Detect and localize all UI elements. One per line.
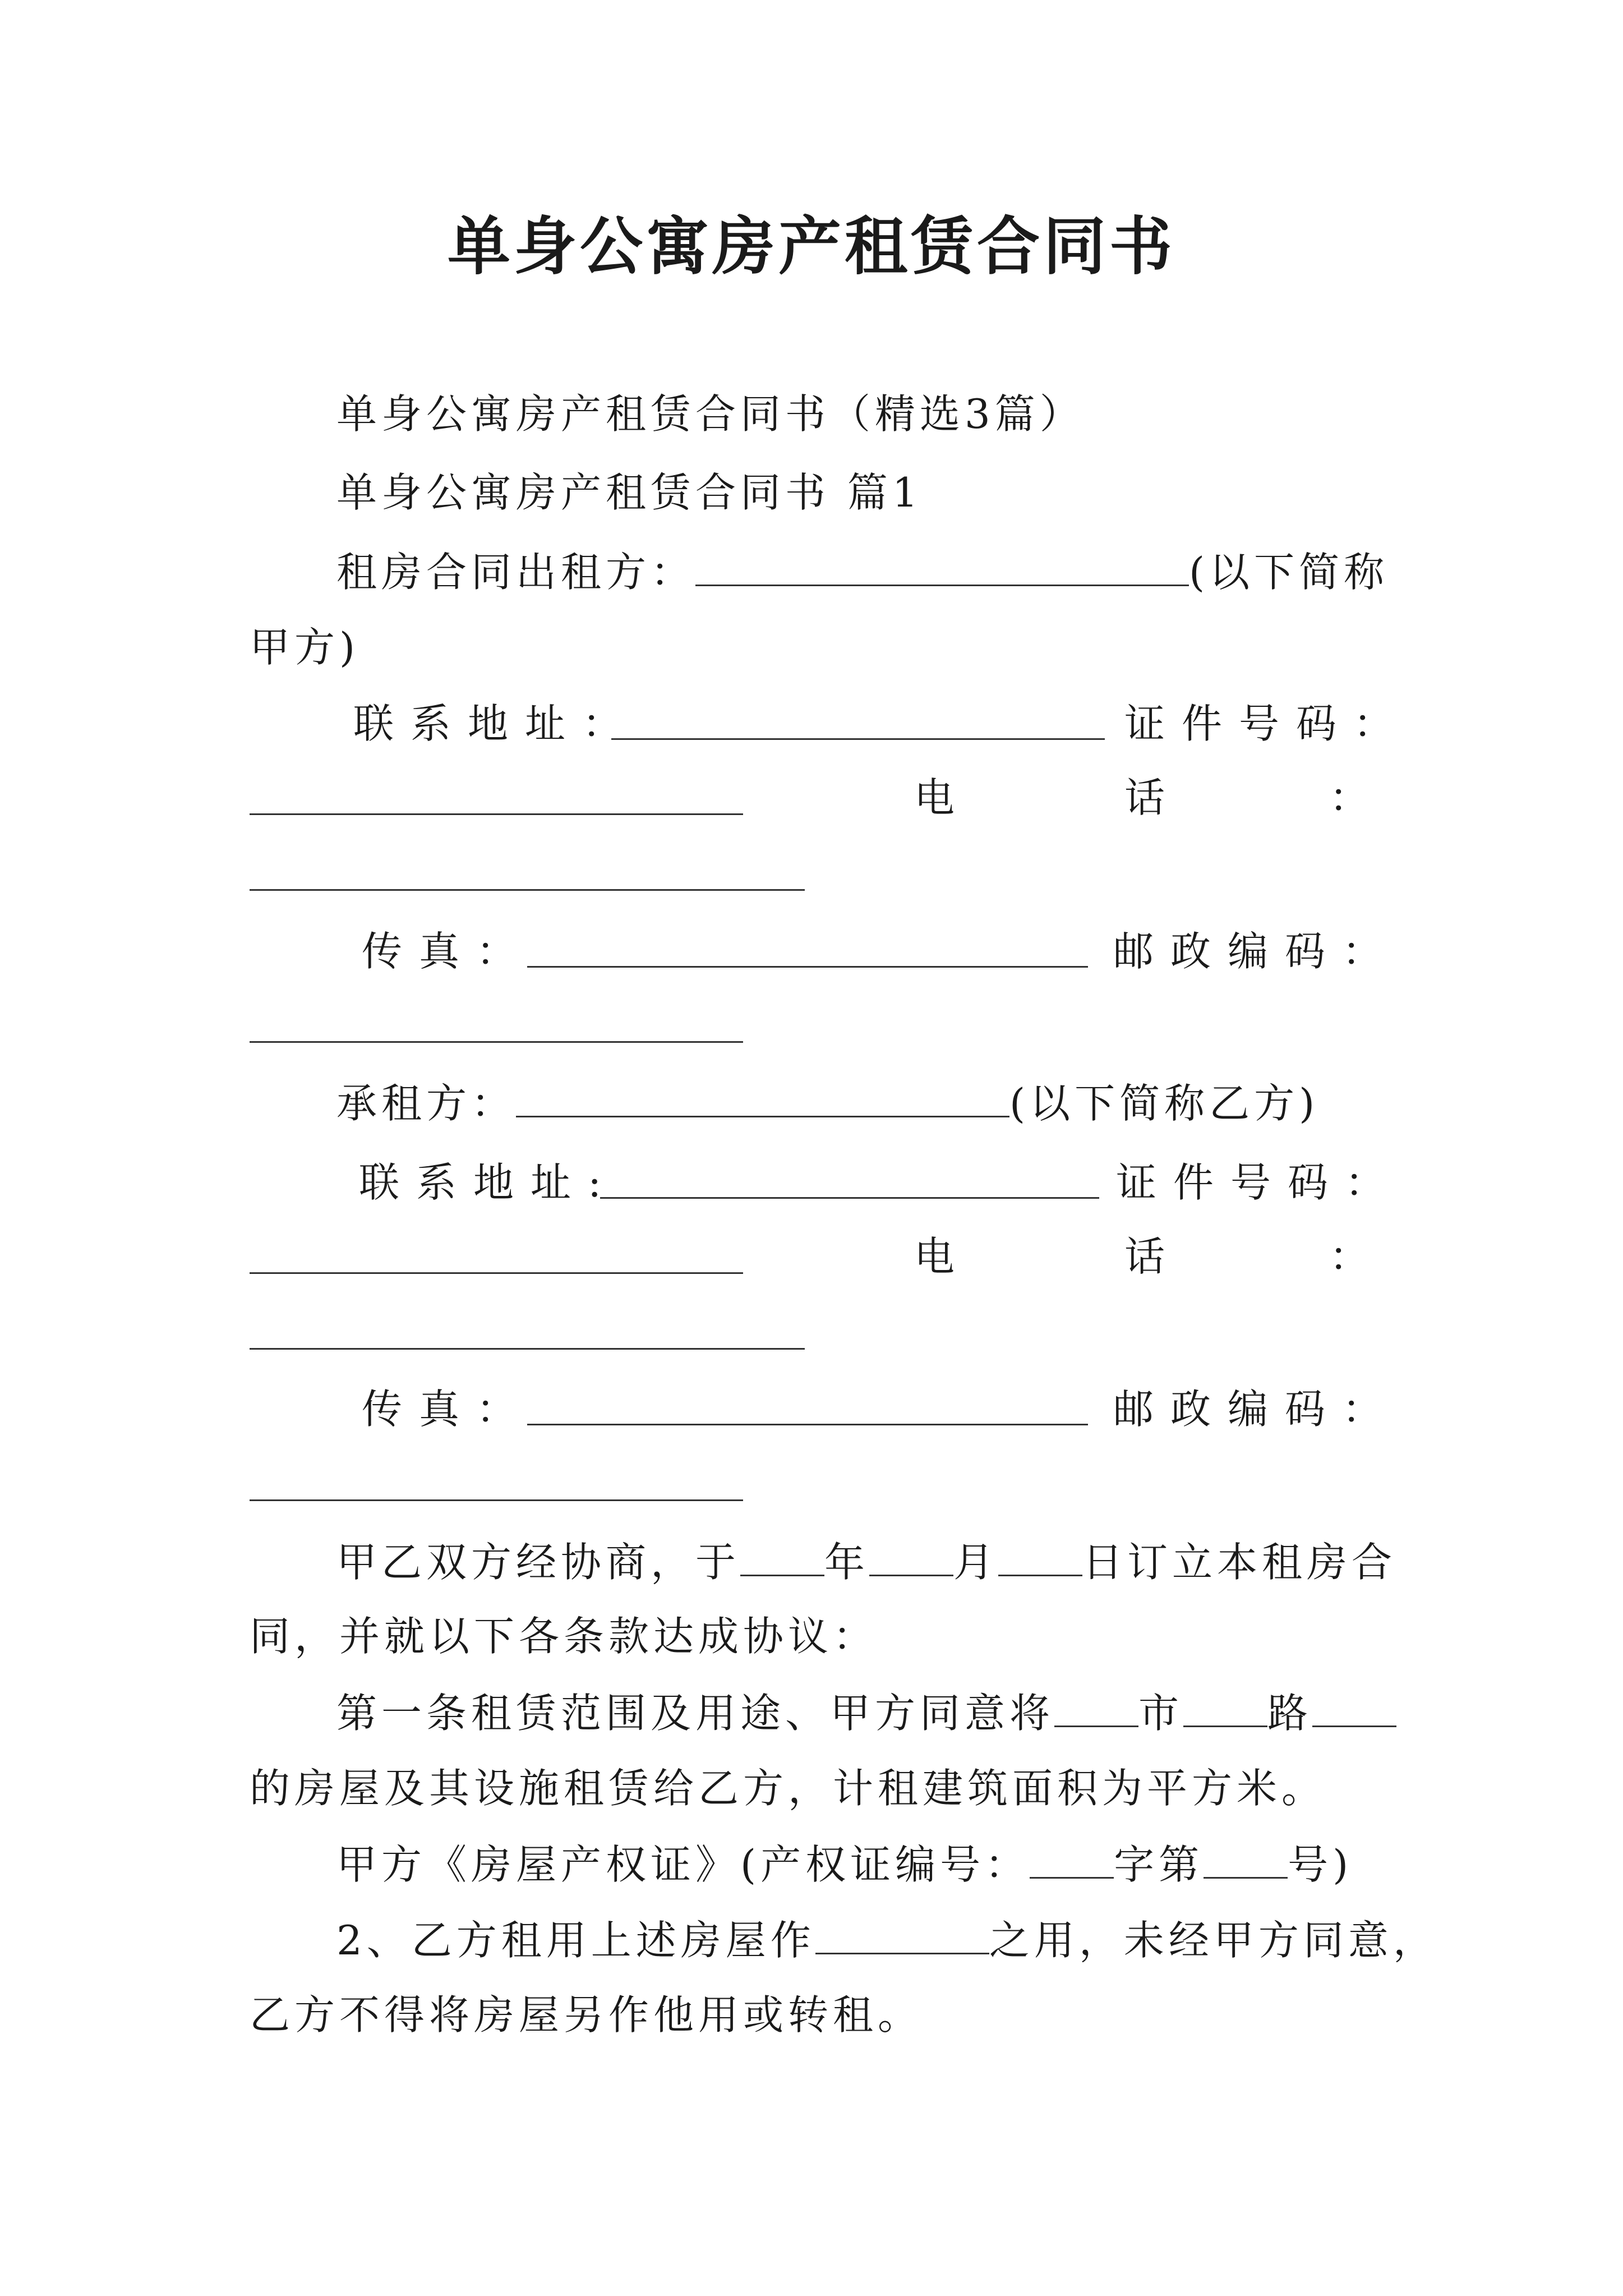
lessee-suffix: (以下简称乙方)	[1009, 1080, 1320, 1127]
article1-line-1	[336, 1684, 1396, 1740]
lessor-address-label: 联系地址：	[353, 700, 640, 747]
clause2-line-1	[336, 1911, 1438, 1967]
lessor-address-blank[interactable]	[611, 738, 1105, 740]
lessee-address-label: 联系地址:	[359, 1159, 619, 1206]
road-label: 路	[1267, 1690, 1313, 1737]
lessor-name-blank[interactable]	[695, 543, 1189, 586]
lessor-id-label: 证件号码：	[1124, 700, 1411, 747]
certificate-mid: 字第	[1114, 1841, 1204, 1888]
clause2-line-2: 乙方不得将房屋另作他用或转租。	[250, 1991, 923, 2039]
lessor-zip-label: 邮政编码：	[1113, 928, 1400, 975]
lessee-phone-char2: 话	[1124, 1233, 1165, 1280]
certificate-text: 甲方《房屋产权证》(产权证编号：	[336, 1841, 1030, 1888]
lessor-suffix: (以下简称	[1189, 549, 1389, 596]
lessee-zip-blank[interactable]	[250, 1499, 743, 1501]
lessor-phone-char1: 电	[914, 774, 955, 821]
lessee-address-blank[interactable]	[600, 1197, 1099, 1199]
number-blank[interactable]	[1312, 1684, 1396, 1727]
lessee-zip-label: 邮政编码：	[1113, 1386, 1400, 1433]
section-heading: 单身公寓房产租赁合同书 篇1	[336, 469, 923, 516]
clause2-text: 2、乙方租用上述房屋作	[336, 1917, 815, 1964]
clause2-cont: 之用，未经甲方同意，	[989, 1917, 1438, 1964]
lessee-phone-blank[interactable]	[250, 1348, 805, 1350]
lessor-suffix-cont: 甲方)	[250, 624, 360, 671]
date-month-blank[interactable]	[869, 1533, 953, 1576]
certificate-line	[336, 1835, 1353, 1892]
lessor-fax-label: 传真：	[362, 928, 534, 975]
lessee-line	[336, 1074, 1319, 1130]
usage-blank[interactable]	[815, 1911, 989, 1954]
certificate-prefix-blank[interactable]	[1030, 1835, 1114, 1879]
agreement-line-1	[336, 1533, 1396, 1589]
lessee-id-blank[interactable]	[250, 1272, 743, 1274]
lessee-phone-colon: ：	[1329, 1233, 1370, 1280]
city-label: 市	[1138, 1690, 1184, 1737]
lessor-zip-blank[interactable]	[250, 1041, 743, 1043]
date-year-blank[interactable]	[740, 1533, 824, 1576]
lessor-phone-blank[interactable]	[250, 889, 805, 891]
agreement-line-2: 同，并就以下各条款达成协议：	[250, 1613, 878, 1660]
document-subtitle: 单身公寓房产租赁合同书（精选3篇）	[336, 390, 1085, 438]
certificate-end: 号)	[1288, 1841, 1353, 1888]
lessee-name-blank[interactable]	[516, 1074, 1009, 1117]
document-title: 单身公寓房产租赁合同书	[448, 210, 1175, 283]
lessee-fax-blank[interactable]	[527, 1424, 1088, 1425]
lessor-phone-colon: ：	[1329, 774, 1370, 821]
lessor-id-blank[interactable]	[250, 813, 743, 815]
article1-line-2: 的房屋及其设施租赁给乙方，计租建筑面积为平方米。	[250, 1765, 1327, 1812]
article1-text: 第一条租赁范围及用途、甲方同意将	[336, 1690, 1055, 1737]
road-blank[interactable]	[1183, 1684, 1267, 1727]
certificate-number-blank[interactable]	[1204, 1835, 1288, 1879]
lessor-line	[336, 543, 1389, 599]
lessee-id-label: 证件号码：	[1116, 1159, 1403, 1206]
date-day-blank[interactable]	[998, 1533, 1082, 1576]
lessee-phone-char1: 电	[914, 1233, 955, 1280]
lessor-fax-blank[interactable]	[527, 966, 1088, 968]
agreement-day-text: 日订立本租房合	[1082, 1539, 1397, 1586]
agreement-intro: 甲乙双方经协商，于	[336, 1539, 741, 1586]
lessee-label: 承租方：	[336, 1080, 517, 1127]
lessor-phone-char2: 话	[1124, 774, 1165, 821]
lessee-fax-label: 传真：	[362, 1386, 534, 1433]
lessor-label: 租房合同出租方：	[336, 549, 696, 596]
year-label: 年	[824, 1539, 870, 1586]
city-blank[interactable]	[1054, 1684, 1138, 1727]
month-label: 月	[953, 1539, 999, 1586]
